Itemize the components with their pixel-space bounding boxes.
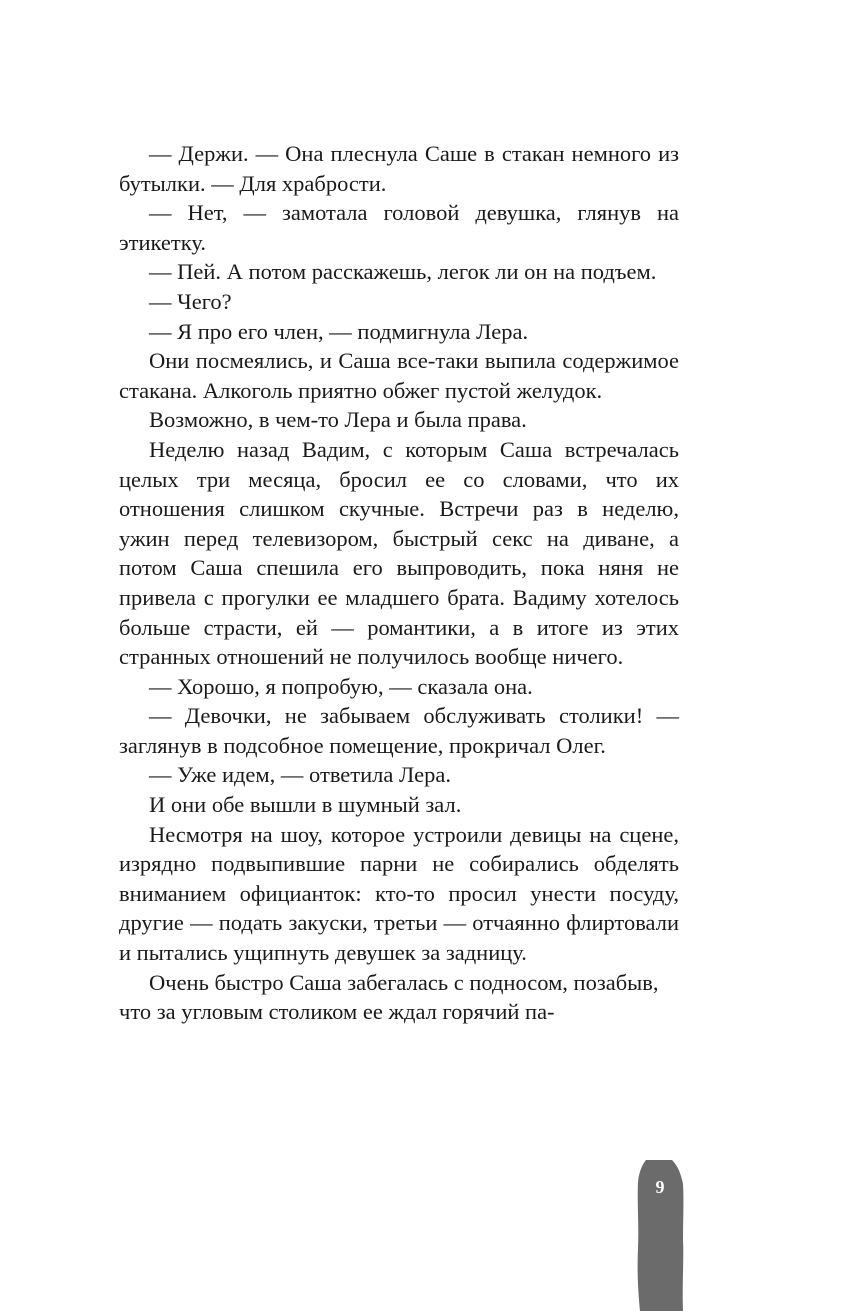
paragraph-14: Очень быстро Саша забегалась с подносом, позабыв, что за угловым столиком ее ждал горячий па- xyxy=(119,969,659,1025)
paragraph-2: — Нет, — замотала головой девушка, глянув на этикетку. xyxy=(119,200,679,255)
page-body xyxy=(119,139,679,1027)
paragraph-7: Возможно, в чем-то Лера и была права. xyxy=(149,407,527,433)
paragraph-11: — Уже идем, — ответила Лера. xyxy=(149,762,451,788)
page-number: 9 xyxy=(655,1177,665,1197)
paragraph-9: — Хорошо, я попробую, — сказала она. xyxy=(149,673,533,699)
paragraph-3: — Пей. А потом расскажешь, легок ли он на подъем. xyxy=(149,259,657,285)
paragraph-6: Они посмеялись, и Саша все-таки выпила содержимое стакана. Алкоголь приятно обжег пустой желудок. xyxy=(119,348,679,403)
paragraph-5: — Я про его член, — подмигнула Лера. xyxy=(149,318,529,344)
paragraph-4: — Чего? xyxy=(149,288,232,314)
paragraph-1: — Держи. — Она плеснула Саше в стакан немного из бутылки. — Для храбрости. xyxy=(119,141,679,196)
paragraph-13: Несмотря на шоу, которое устроили девицы на сцене, изрядно подвыпившие парни не собирались обделять вниманием официанток: кто-то просил унести посуду, другие — подать закуски, третьи — отчаянно флиртовали и пытались ущипнуть девушек за задницу. xyxy=(119,821,679,966)
paragraph-10: — Девочки, не забываем обслуживать столики! — заглянув в подсобное помещение, прокричал Олег. xyxy=(119,703,679,758)
paragraph-12: И они обе вышли в шумный зал. xyxy=(149,792,462,818)
paragraph-8: Неделю назад Вадим, с которым Саша встречалась целых три месяца, бросил ее со словами, что их отношения слишком скучные. Встречи раз в неделю, ужин перед телевизором, быстрый секс на диване, а потом Саша спешила его выпроводить, пока няня не привела с прогулки ее младшего брата. Вадиму хотелось больше страсти, ей — романтики, а в итоге из этих странных отношений не получилось вообще ничего. xyxy=(119,436,679,670)
